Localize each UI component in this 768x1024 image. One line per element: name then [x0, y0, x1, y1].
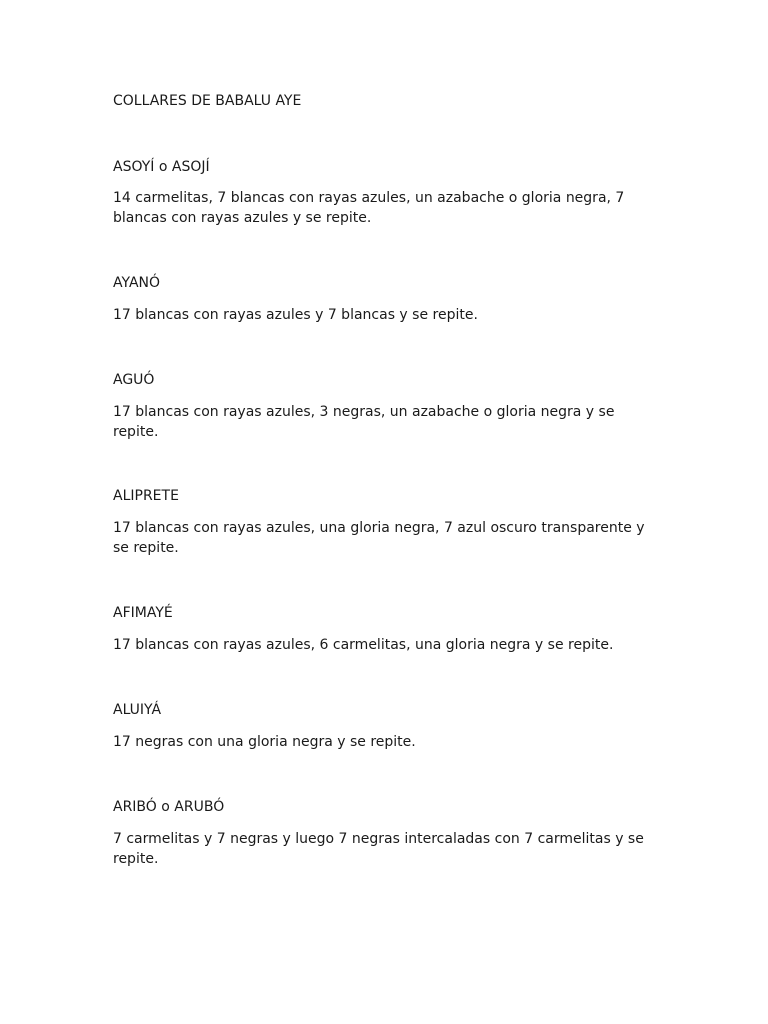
entry-body-aguo: 17 blancas con rayas azules, 3 negras, un azabache o gloria negra y se repite. [113, 404, 615, 440]
entry-body-aluiya: 17 negras con una gloria negra y se repite. [113, 734, 416, 750]
entry-heading-aliprete: ALIPRETE [113, 488, 179, 504]
entry-heading-aribo: ARIBÓ o ARUBÓ [113, 799, 225, 815]
entry-heading-aluiya: ALUIYÁ [113, 702, 162, 718]
entry-heading-asoyi: ASOYÍ o ASOJÍ [113, 159, 210, 175]
entry-heading-ayano: AYANÓ [113, 275, 161, 291]
entry-body-asoyi: 14 carmelitas, 7 blancas con rayas azules, un azabache o gloria negra, 7 blancas con rayas azules y se repite. [113, 190, 625, 226]
entry-body-aliprete: 17 blancas con rayas azules, una gloria negra, 7 azul oscuro transparente y se repite. [113, 520, 645, 556]
entry-body-ayano: 17 blancas con rayas azules y 7 blancas y se repite. [113, 307, 478, 323]
document-title: COLLARES DE BABALU AYE [113, 93, 302, 109]
entry-heading-aguo: AGUÓ [113, 372, 155, 388]
entry-body-aribo: 7 carmelitas y 7 negras y luego 7 negras intercaladas con 7 carmelitas y se repite. [113, 831, 644, 867]
entry-heading-afimaye: AFIMAYÉ [113, 605, 173, 621]
entry-body-afimaye: 17 blancas con rayas azules, 6 carmelitas, una gloria negra y se repite. [113, 637, 614, 653]
